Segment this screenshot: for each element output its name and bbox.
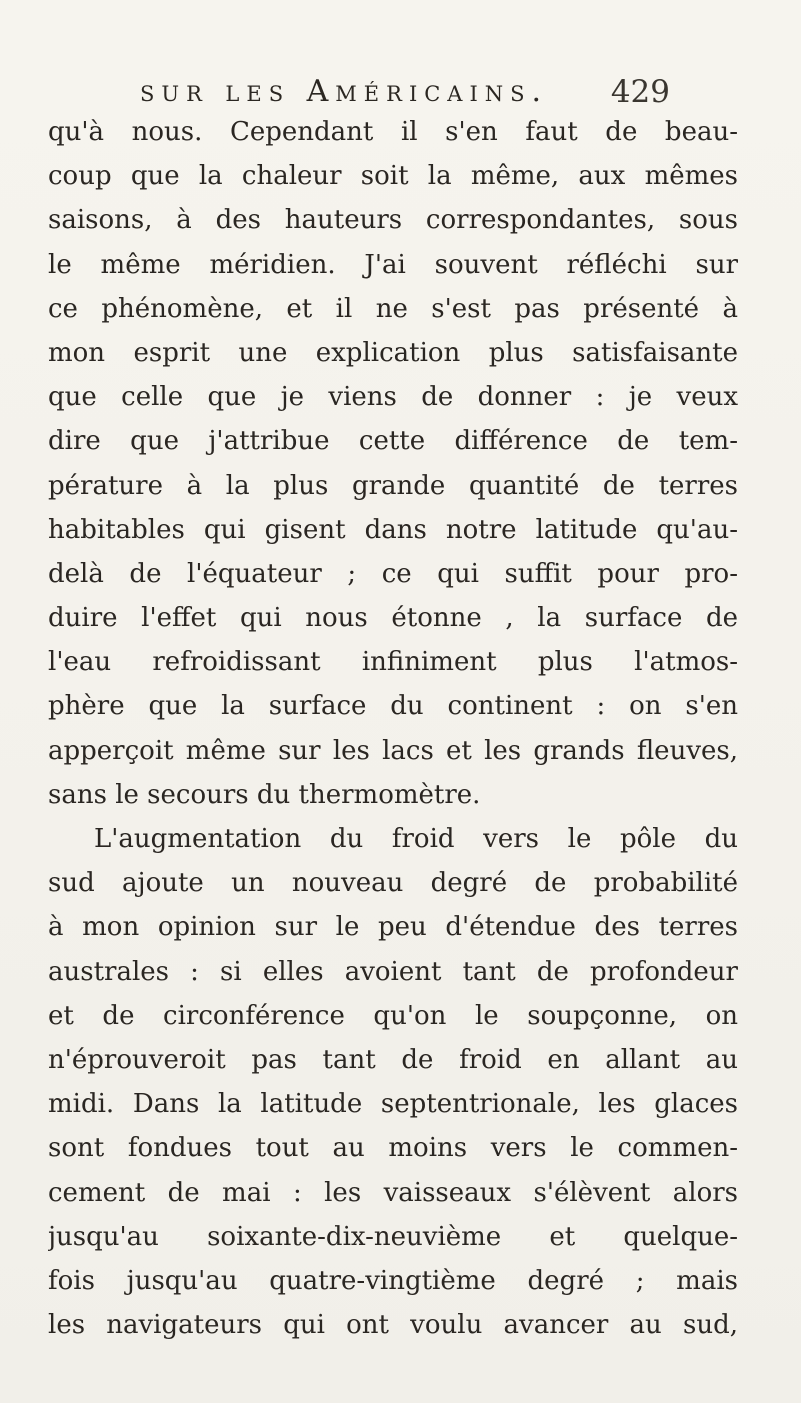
text-line: cement de mai : les vaisseaux s'élèvent alors xyxy=(48,1177,738,1208)
text-line: pérature à la plus grande quantité de terres xyxy=(48,470,738,501)
text-line: phère que la surface du continent : on s'en xyxy=(48,691,738,722)
text-line: australes : si elles avoient tant de profondeur xyxy=(48,956,738,987)
text-line: duire l'effet qui nous étonne , la surface de xyxy=(48,603,738,634)
text-line: qu'à nous. Cependant il s'en faut de beau- xyxy=(48,117,738,147)
text-line: coup que la chaleur soit la même, aux mêmes xyxy=(48,161,738,192)
text-line: delà de l'équateur ; ce qui suffit pour pro- xyxy=(48,558,738,589)
text-line: le même méridien. J'ai souvent réfléchi sur xyxy=(48,249,738,280)
text-line: et de circonférence qu'on le soupçonne, on xyxy=(48,1000,738,1031)
text-line: sans le secours du thermomètre. xyxy=(48,779,481,810)
text-line: les navigateurs qui ont voulu avancer au sud, xyxy=(48,1310,738,1341)
text-line: midi. Dans la latitude septentrionale, les glaces xyxy=(48,1089,738,1120)
page-number: 429 xyxy=(610,74,670,110)
text-line: jusqu'au soixante-dix-neuvième et quelque- xyxy=(48,1221,738,1252)
text-line: saisons, à des hauteurs correspondantes, sous xyxy=(48,205,738,236)
text-line: n'éprouveroit pas tant de froid en allant au xyxy=(48,1044,738,1075)
text-line: à mon opinion sur le peu d'étendue des terres xyxy=(48,912,738,943)
text-line: que celle que je viens de donner : je veux xyxy=(48,382,738,413)
text-line: mon esprit une explication plus satisfaisante xyxy=(48,337,738,368)
text-line: sont fondues tout au moins vers le commen- xyxy=(48,1133,738,1164)
text-line: fois jusqu'au quatre-vingtième degré ; mais xyxy=(48,1265,738,1296)
text-line: habitables qui gisent dans notre latitude qu'au- xyxy=(48,514,738,545)
text-line: ce phénomène, et il ne s'est pas présenté à xyxy=(48,293,738,324)
text-line: apperçoit même sur les lacs et les grands fleuves, xyxy=(48,735,738,766)
text-line: L'augmentation du froid vers le pôle du xyxy=(94,824,738,854)
paragraph xyxy=(48,817,738,1347)
text-line: dire que j'attribue cette différence de tem- xyxy=(48,426,738,457)
page-header xyxy=(140,72,670,112)
running-title: sur les Américains. xyxy=(140,74,549,109)
text-line: l'eau refroidissant infiniment plus l'atmos- xyxy=(48,647,738,678)
body-text xyxy=(48,110,738,1347)
text-line: sud ajoute un nouveau degré de probabilité xyxy=(48,868,738,899)
paragraph xyxy=(48,110,738,817)
